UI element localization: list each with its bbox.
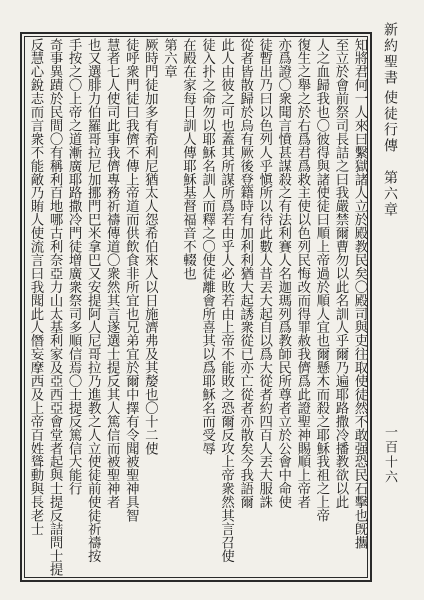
text-column: 慧者七人使司此事我儕專務祈禱傳道〇衆然其言遂選士提反其人篤信而被聖神者	[104, 38, 120, 509]
text-column: 亦爲證〇衆聞言憤甚謀殺之有法利賽人名迦瑪列爲教師民所尊者立於公會中命使	[275, 38, 291, 509]
book-title: 新約聖書	[382, 22, 398, 86]
text-column: 厥時門徒加多有希利尼猶太人怨希伯來人以日施濟弗及其嫠也〇十二使	[142, 38, 158, 455]
text-column: 徒呼衆門徒曰我儕不傳上帝道而供飲食非所宜也兄弟宜於爾中擇有令聞被聖神具智	[123, 38, 139, 523]
chapter-marker-column: 第六章	[161, 38, 177, 79]
page-number: 一百十六	[382, 425, 397, 485]
running-head	[377, 20, 405, 580]
text-column: 徒入扑之命勿以耶穌名訓人而釋之〇使徒離會所喜其以爲耶穌名而受辱	[199, 38, 215, 455]
text-column: 反慧心銳志而言衆不能敵乃賄人使流言曰我聞此人僭妄摩西及上帝百姓聳動與長老士	[28, 38, 43, 536]
text-column: 復生之舉之於右爲君爲救主使以色列民悔改而得罪赦我儕爲此證聖神賜順上帝者	[294, 38, 310, 509]
text-column: 至立於會前祭司長詰之曰我嚴禁爾曹勿以此名訓人乎爾乃遍耶路撒冷播教欲以此	[332, 38, 348, 509]
text-column: 徒暫出乃曰以色列人乎愼所以待此數人昔丟大起自以爲大從者約四百人丟大服誅	[256, 38, 272, 509]
text-column: 在殿在家每日訓人傳耶穌基督福音不輟也	[180, 38, 196, 281]
text-column: 此人由彼之可也蓋其所謀所爲若由乎人必敗若由上帝不能敗之恐爾反攻上帝衆然其言召使	[218, 38, 234, 563]
text-column: 從者皆散歸於烏有厥後登籍時有加利利猶大起誘衆從已亦亡從者亦散矣今我語爾	[237, 38, 253, 509]
chapter-heading: 第六章	[382, 170, 398, 218]
text-column: 人之血歸我也〇彼得與諸使徒曰順上帝過於順人宜也爾懸木而殺之耶穌我祖之上帝	[313, 38, 329, 523]
text-column: 手按之〇上帝之道漸廣耶路撒冷門徒增廣衆祭司多順信焉〇士提反篤信大能行	[66, 38, 82, 496]
text-column: 也又選腓力伯羅哥拉尼加挪門巴米拿巴又安提阿人尼哥拉乃進教之人立使徒前使徒祈禱按	[85, 38, 101, 563]
text-column: 知將君何一人來曰繫獄諸人立於殿教民矣〇殿司與吏往取使徒然不敢强恐民石擊也旣攜	[352, 38, 367, 550]
text-column: 奇事異蹟於民間〇有稱利百地哪古利奈亞力山太基利家及亞西亞會堂者起與士提反詰問士提	[47, 38, 63, 576]
section-title: 使徒行傳	[382, 90, 398, 154]
body-text	[24, 38, 370, 576]
